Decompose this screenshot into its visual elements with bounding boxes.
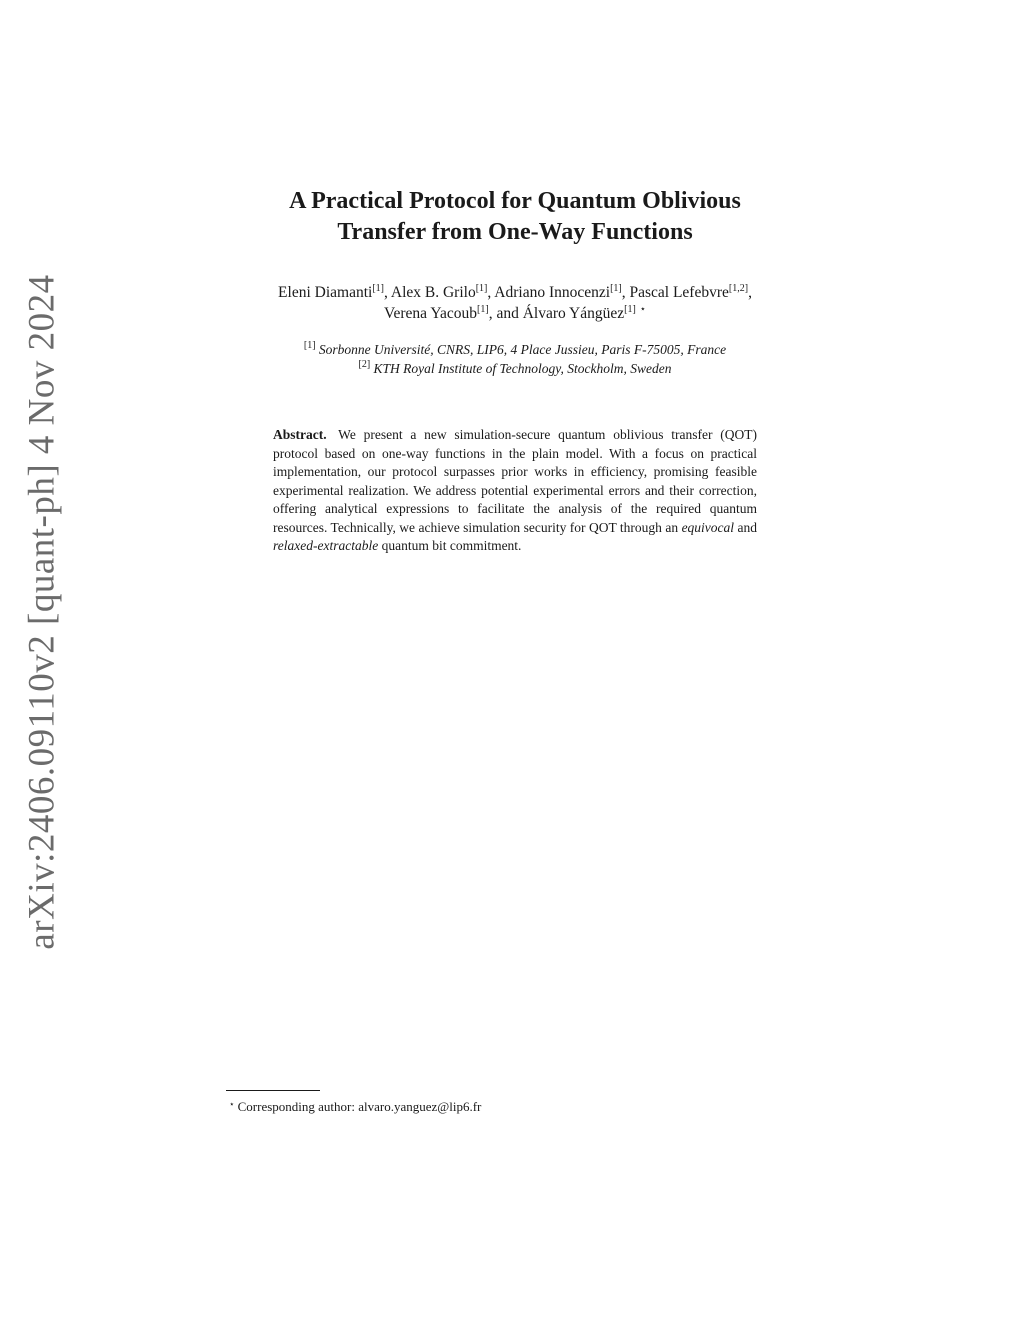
corresponding-author-star: ⋆ xyxy=(639,304,646,315)
author-separator: , and xyxy=(488,305,523,322)
author-affiliation-mark: [1] xyxy=(372,283,384,294)
abstract-text-end: quantum bit commitment. xyxy=(381,538,522,553)
affiliation-1 xyxy=(200,340,830,359)
author-separator: , xyxy=(748,284,752,301)
author-line-2 xyxy=(200,303,830,324)
author-name: Verena Yacoub xyxy=(384,305,478,322)
author-separator: , xyxy=(487,284,495,301)
footnote-rule xyxy=(226,1090,320,1091)
paper-title xyxy=(200,186,830,248)
title-line-1: A Practical Protocol for Quantum Oblivious xyxy=(289,188,741,214)
abstract-text: We present a new simulation-secure quantum oblivious transfer (QOT) protocol based on one-way functions in the plain model. With a focus on practical implementation, our protocol surpasses prior works in efficiency, promising feasible experimental realization. We address potential experimental errors and their correction, offering analytical expressions to facilitate the analysis of the required quantum resources. Technically, we achieve simulation security for QOT through an xyxy=(273,427,757,535)
abstract-label: Abstract. xyxy=(273,427,327,442)
arxiv-identifier: arXiv:2406.09110v2 [quant-ph] 4 Nov 2024 xyxy=(21,274,63,950)
abstract-emphasis-relaxed-extractable: relaxed-extractable xyxy=(273,538,379,553)
affiliation-mark: [1] xyxy=(303,340,316,351)
author-name: Eleni Diamanti xyxy=(278,284,373,301)
abstract-text-and: and xyxy=(737,519,757,535)
author-separator: , xyxy=(383,284,391,301)
author-affiliation-mark: [1] xyxy=(477,304,489,315)
affiliation-text: Sorbonne Université, CNRS, LIP6, 4 Place Jussieu, Paris F-75005, France xyxy=(318,342,727,357)
author-name: Alex B. Grilo xyxy=(390,284,476,301)
author-name: Adriano Innocenzi xyxy=(494,284,611,301)
author-affiliation-mark: [1] xyxy=(624,304,636,315)
author-affiliation-mark: [1] xyxy=(475,283,488,294)
author-name: Pascal Lefebvre xyxy=(629,284,729,301)
footnote-text: Corresponding author: alvaro.yanguez@lip6.fr xyxy=(237,1099,482,1114)
affiliation-list xyxy=(200,340,830,378)
abstract-emphasis-equivocal: equivocal xyxy=(681,519,735,535)
author-name: Álvaro Yángüez xyxy=(522,305,625,322)
author-line-1 xyxy=(200,282,830,303)
author-list xyxy=(200,282,830,324)
footnote-star: ⋆ xyxy=(229,1099,235,1109)
footnote xyxy=(229,1096,481,1115)
abstract xyxy=(273,426,757,556)
affiliation-mark: [2] xyxy=(358,359,371,370)
affiliation-text: KTH Royal Institute of Technology, Stockholm, Sweden xyxy=(373,361,672,376)
title-line-2: Transfer from One-Way Functions xyxy=(337,219,693,245)
author-separator: , xyxy=(621,284,630,301)
affiliation-2 xyxy=(200,359,830,378)
author-affiliation-mark: [1] xyxy=(610,283,622,294)
author-affiliation-mark: [1,2] xyxy=(728,283,749,294)
